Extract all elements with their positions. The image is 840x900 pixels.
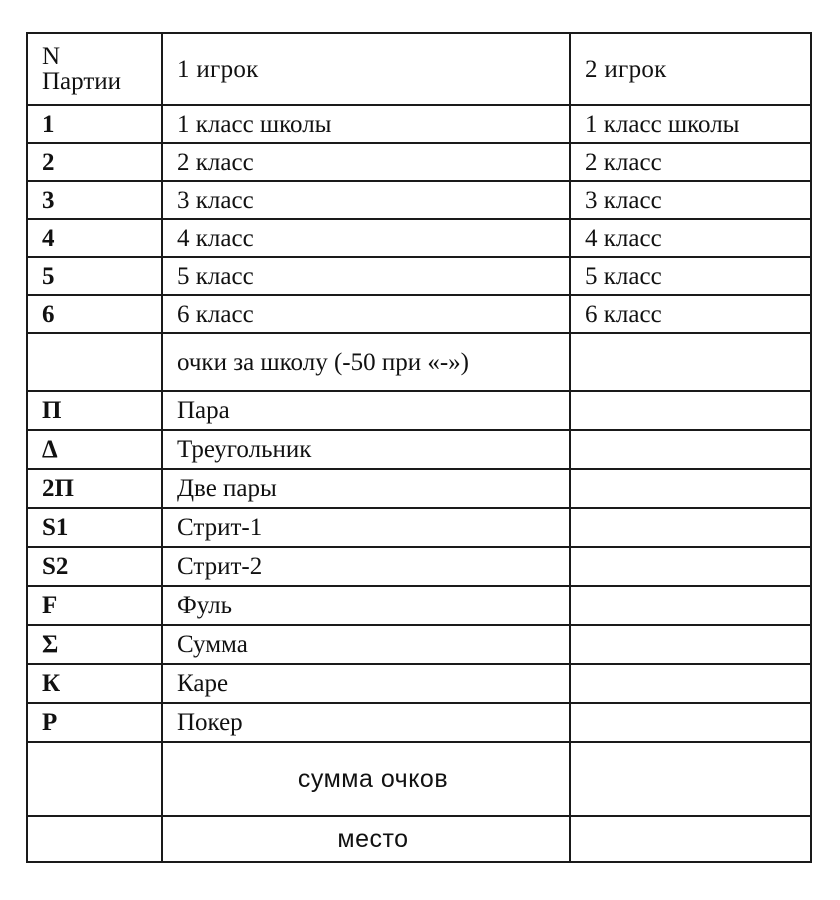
- class-row-number: 3: [27, 181, 162, 219]
- combination-player2-cell: [570, 703, 811, 742]
- class-row-player2: 2 класс: [570, 143, 811, 181]
- player1-header: 1 игрок: [162, 33, 570, 105]
- class-row-player2: 6 класс: [570, 295, 811, 333]
- combination-name: Пара: [162, 391, 570, 430]
- combination-player2-cell: [570, 469, 811, 508]
- combination-row: [27, 508, 811, 547]
- combination-symbol: П: [27, 391, 162, 430]
- game-number-header: [27, 33, 162, 105]
- class-row-player1: 3 класс: [162, 181, 570, 219]
- class-row-number: 1: [27, 105, 162, 143]
- combination-symbol: Σ: [27, 625, 162, 664]
- school-points-player2-cell: [570, 333, 811, 391]
- combination-symbol: К: [27, 664, 162, 703]
- total-points-empty-cell: [27, 742, 162, 816]
- combination-player2-cell: [570, 508, 811, 547]
- combination-name: Сумма: [162, 625, 570, 664]
- total-points-player2-cell: [570, 742, 811, 816]
- school-points-label: очки за школу (-50 при «-»): [162, 333, 570, 391]
- header-row: [27, 33, 811, 105]
- class-row: [27, 181, 811, 219]
- class-row-number: 4: [27, 219, 162, 257]
- combination-symbol: P: [27, 703, 162, 742]
- class-row-player2: 1 класс школы: [570, 105, 811, 143]
- combination-player2-cell: [570, 625, 811, 664]
- class-row: [27, 219, 811, 257]
- combination-player2-cell: [570, 664, 811, 703]
- combination-row: [27, 625, 811, 664]
- class-row-player1: 6 класс: [162, 295, 570, 333]
- combination-row: [27, 469, 811, 508]
- class-row-player2: 4 класс: [570, 219, 811, 257]
- combination-row: [27, 430, 811, 469]
- class-row-number: 5: [27, 257, 162, 295]
- place-empty-cell: [27, 816, 162, 862]
- class-row-player2: 5 класс: [570, 257, 811, 295]
- combination-symbol: F: [27, 586, 162, 625]
- combination-row: [27, 664, 811, 703]
- total-points-row: [27, 742, 811, 816]
- game-number-header-line1: N: [42, 43, 61, 70]
- score-table: [26, 32, 812, 863]
- total-points-label: сумма очков: [162, 742, 570, 816]
- combination-symbol: S1: [27, 508, 162, 547]
- combination-player2-cell: [570, 391, 811, 430]
- combination-player2-cell: [570, 430, 811, 469]
- player2-header: 2 игрок: [570, 33, 811, 105]
- combination-name: Стрит-1: [162, 508, 570, 547]
- game-number-header-line2: Партии: [42, 68, 122, 95]
- combination-row: [27, 547, 811, 586]
- class-row: [27, 257, 811, 295]
- class-row: [27, 143, 811, 181]
- class-row-player1: 2 класс: [162, 143, 570, 181]
- school-points-row: [27, 333, 811, 391]
- class-row-player1: 5 класс: [162, 257, 570, 295]
- combination-symbol: 2П: [27, 469, 162, 508]
- class-row-number: 2: [27, 143, 162, 181]
- school-points-empty-cell: [27, 333, 162, 391]
- combination-name: Покер: [162, 703, 570, 742]
- class-row-player2: 3 класс: [570, 181, 811, 219]
- class-row-number: 6: [27, 295, 162, 333]
- class-row-player1: 1 класс школы: [162, 105, 570, 143]
- class-row-player1: 4 класс: [162, 219, 570, 257]
- class-row: [27, 105, 811, 143]
- combination-name: Две пары: [162, 469, 570, 508]
- combination-player2-cell: [570, 586, 811, 625]
- place-row: [27, 816, 811, 862]
- combination-name: Фуль: [162, 586, 570, 625]
- combination-symbol: Δ: [27, 430, 162, 469]
- combination-row: [27, 703, 811, 742]
- place-player2-cell: [570, 816, 811, 862]
- combination-row: [27, 391, 811, 430]
- combination-name: Стрит-2: [162, 547, 570, 586]
- combination-symbol: S2: [27, 547, 162, 586]
- class-row: [27, 295, 811, 333]
- combination-player2-cell: [570, 547, 811, 586]
- combination-name: Каре: [162, 664, 570, 703]
- combination-row: [27, 586, 811, 625]
- place-label: место: [162, 816, 570, 862]
- combination-name: Треугольник: [162, 430, 570, 469]
